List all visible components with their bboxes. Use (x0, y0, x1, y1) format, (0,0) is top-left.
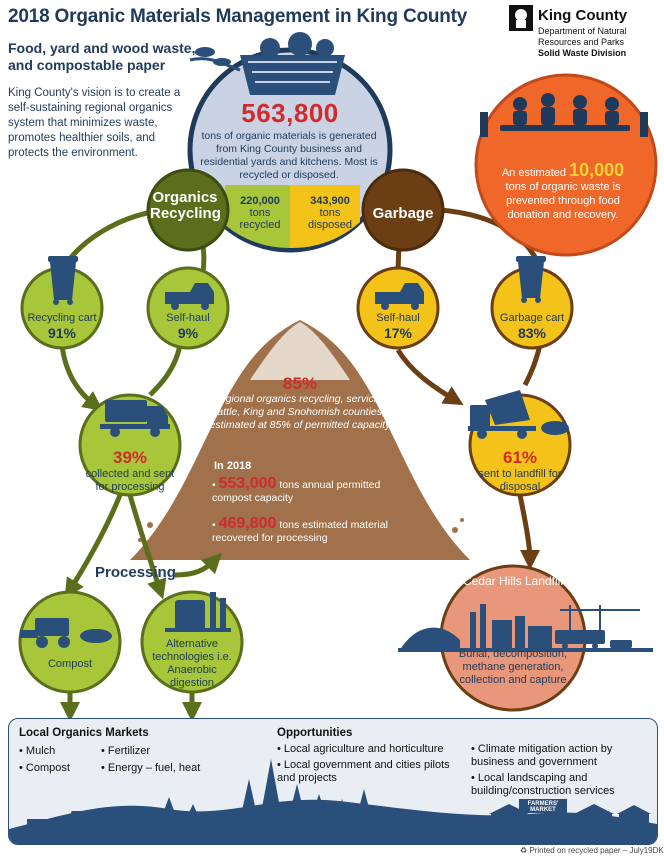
opportunity-item: • Climate mitigation action by business and government (471, 743, 613, 768)
disposed-unit: tons (319, 207, 341, 219)
org-name: King County (538, 7, 628, 24)
flow-arrow (525, 345, 540, 385)
capacity-pct: 85% (282, 374, 318, 393)
total-value: 563,800 (241, 98, 339, 128)
garbage-label: Garbage (372, 205, 434, 222)
opportunities-col-1 (277, 743, 467, 785)
opportunity-item: • Local government and cities pilots and projects (277, 759, 450, 784)
capacity-b1-value: 553,000 (218, 475, 277, 492)
markets-title: Local Organics Markets (19, 727, 149, 739)
alt-tech-label: Alternative technologies i.e. Anaerobic digestion (152, 638, 232, 689)
capacity-b2-value: 469,800 (218, 515, 277, 532)
garbage-selfhaul-stat (360, 312, 436, 341)
recycled-unit: tons (249, 207, 271, 219)
market-item: • Energy – fuel, heat (101, 762, 201, 774)
market-item: • Mulch (19, 745, 56, 757)
garbage-cart-label: Garbage cart (499, 312, 565, 324)
prevention-pre: An estimated (501, 167, 567, 179)
garbage-cart-stat (494, 312, 570, 341)
disposed-value: 343,900 (310, 195, 350, 207)
total-description: tons of organic materials is generated from King County business and residential yards and kitchens. Most is recycled or disposed. (200, 130, 378, 181)
flow-arrow (398, 350, 455, 400)
capacity-description: Regional organics recycling, servicing Seattle, King and Snohomish counties, is estimated at 85% of permitted capacity (204, 393, 396, 431)
org-department: Department of Natural Resources and Parks (538, 26, 627, 47)
flow-arrow (150, 345, 180, 395)
markets-panel (8, 718, 658, 845)
disposed-stat (300, 195, 360, 231)
recycled-value: 220,000 (240, 195, 280, 207)
organics-selfhaul-label: Self-haul (166, 312, 210, 324)
prevention-value: 10,000 (569, 160, 625, 180)
opportunities-col-2 (471, 743, 651, 798)
opportunities-title: Opportunities (277, 727, 353, 739)
compost-label: Compost (47, 658, 93, 670)
organics-selfhaul-stat (150, 312, 226, 341)
garbage-selfhaul-label: Self-haul (376, 312, 420, 324)
king-county-logo-icon (508, 4, 534, 32)
footer-note: ♻ Printed on recycled paper – July19DK (520, 846, 664, 855)
recycled-label: recycled (239, 219, 281, 231)
flow-arrow (175, 560, 215, 575)
landfill-stat (475, 448, 565, 494)
recycled-stat (230, 195, 290, 231)
capacity-bullet-1: • 553,000 tons annual permitted compost capacity (212, 475, 381, 504)
capacity-year: In 2018 (214, 460, 252, 472)
prevention-text (488, 160, 638, 222)
market-item: • Fertilizer (101, 745, 151, 757)
page-subtitle: Food, yard and wood waste, and compostable paper (8, 40, 196, 73)
garbage-cart-pct: 83% (517, 325, 547, 341)
processing-label: Processing (95, 564, 176, 581)
flow-arrow (62, 345, 95, 405)
farmers-market-sign: FARMERS' MARKET (527, 801, 559, 813)
cedar-hills-description: Burial, decomposition, methane generation, collection and capture (458, 648, 568, 686)
org-division: Solid Waste Division (538, 48, 627, 58)
garbage-selfhaul-pct: 17% (383, 325, 413, 341)
capacity-bullet-2: • 469,800 tons estimated material recovered for processing (212, 515, 388, 544)
collected-label: collected and sent for processing (85, 468, 175, 493)
landfill-label: sent to landfill for disposal (478, 468, 562, 493)
opportunity-item: • Local landscaping and building/construction services (471, 772, 615, 797)
disposed-label: disposed (307, 219, 353, 231)
market-item: • Compost (19, 762, 70, 774)
recycling-cart-label: Recycling cart (27, 312, 97, 324)
collected-pct: 39% (112, 448, 148, 467)
vision-statement: King County's vision is to create a self-sustaining regional organics system that minimizes waste, promotes healthier soils, and protects the environment. (8, 87, 181, 159)
capacity-b1-text: tons annual permitted compost capacity (212, 479, 381, 504)
opportunity-item: • Local agriculture and horticulture (277, 743, 444, 755)
landfill-pct: 61% (502, 448, 538, 467)
markets-col-2 (101, 745, 200, 775)
recycling-cart-pct: 91% (47, 325, 77, 341)
cedar-hills-title: Cedar Hills Landfill (462, 574, 564, 588)
recycling-cart-stat (24, 312, 100, 341)
organics-selfhaul-pct: 9% (177, 325, 199, 341)
prevention-post: tons of organic waste is prevented through food donation and recovery. (505, 181, 621, 221)
organics-recycling-label: Organics Recycling (150, 189, 221, 222)
page-title: 2018 Organic Materials Management in King County (8, 6, 468, 27)
flow-arrow (520, 495, 530, 560)
collected-stat (85, 448, 175, 494)
markets-col-1 (19, 745, 70, 775)
capacity-b2-text: tons estimated material recovered for processing (212, 519, 388, 544)
